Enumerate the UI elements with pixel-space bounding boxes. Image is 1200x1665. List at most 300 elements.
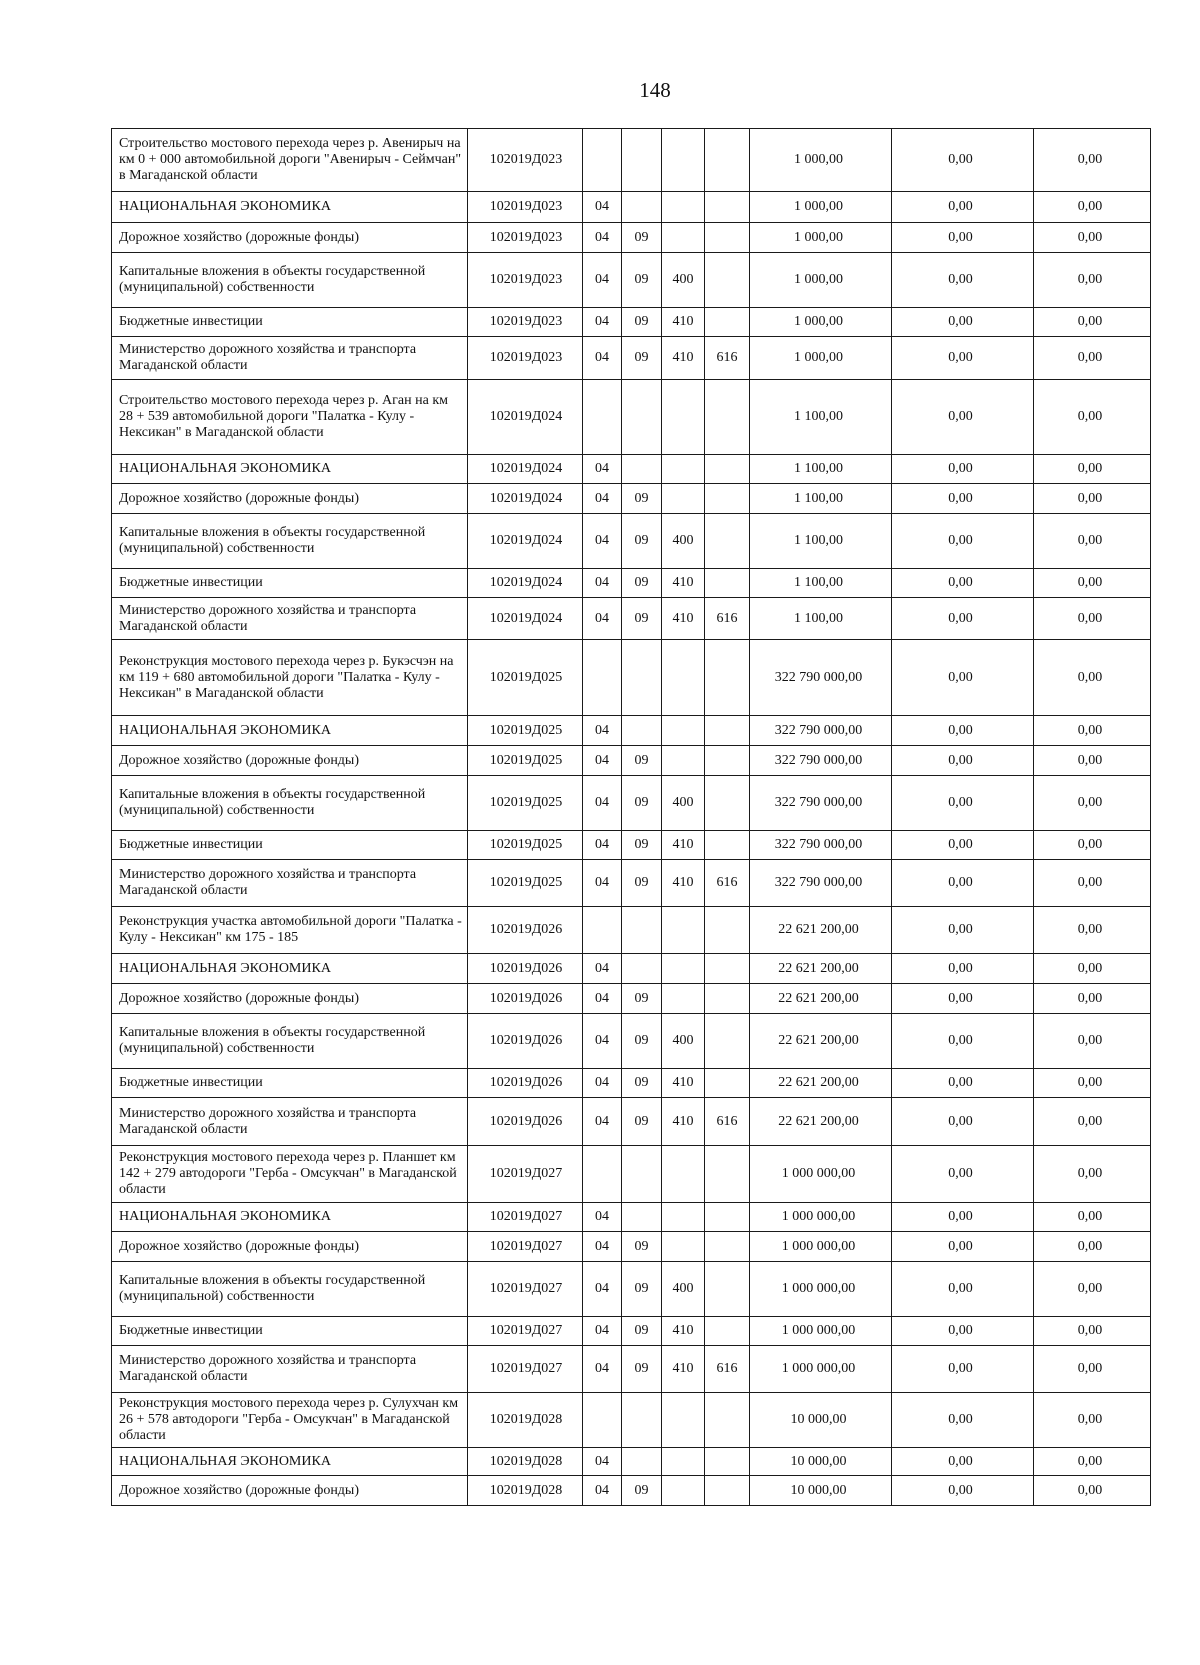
target-article-code-cell: 102019Д023	[468, 253, 583, 308]
sum-year3-cell: 0,00	[1034, 1014, 1151, 1069]
table-row	[112, 640, 1151, 716]
budget-table	[111, 128, 1151, 1506]
department-code-cell	[705, 716, 750, 746]
department-code-cell	[705, 253, 750, 308]
sum-year1-cell: 1 000,00	[750, 337, 892, 380]
subsection-code-cell	[622, 907, 662, 954]
sum-year3-cell: 0,00	[1034, 223, 1151, 253]
sum-year1-cell: 1 100,00	[750, 598, 892, 640]
section-code-cell: 04	[583, 598, 622, 640]
target-article-code-cell: 102019Д024	[468, 484, 583, 514]
section-code-cell: 04	[583, 746, 622, 776]
target-article-code-cell: 102019Д026	[468, 1098, 583, 1146]
subsection-code-cell: 09	[622, 984, 662, 1014]
subsection-code-cell: 09	[622, 337, 662, 380]
table-row	[112, 514, 1151, 569]
department-code-cell: 616	[705, 860, 750, 907]
subsection-code-cell: 09	[622, 1317, 662, 1346]
expense-type-code-cell: 410	[662, 337, 705, 380]
row-name-cell: Министерство дорожного хозяйства и транспорта Магаданской области	[112, 337, 468, 380]
section-code-cell	[583, 907, 622, 954]
expense-type-code-cell	[662, 984, 705, 1014]
expense-type-code-cell	[662, 746, 705, 776]
table-row	[112, 1448, 1151, 1476]
target-article-code-cell: 102019Д025	[468, 831, 583, 860]
sum-year3-cell: 0,00	[1034, 640, 1151, 716]
subsection-code-cell	[622, 380, 662, 455]
subsection-code-cell	[622, 1448, 662, 1476]
table-row	[112, 1476, 1151, 1506]
department-code-cell	[705, 1014, 750, 1069]
row-name-cell: Капитальные вложения в объекты государственной (муниципальной) собственности	[112, 514, 468, 569]
section-code-cell: 04	[583, 860, 622, 907]
section-code-cell	[583, 640, 622, 716]
row-name-cell: Реконструкция мостового перехода через р. Планшет км 142 + 279 автодороги "Герба - Омсукчан" в Магаданской области	[112, 1146, 468, 1203]
department-code-cell	[705, 129, 750, 192]
sum-year3-cell: 0,00	[1034, 716, 1151, 746]
section-code-cell	[583, 1146, 622, 1203]
expense-type-code-cell	[662, 484, 705, 514]
sum-year1-cell: 1 000 000,00	[750, 1232, 892, 1262]
subsection-code-cell: 09	[622, 569, 662, 598]
sum-year2-cell: 0,00	[892, 192, 1034, 223]
department-code-cell	[705, 484, 750, 514]
sum-year2-cell: 0,00	[892, 514, 1034, 569]
expense-type-code-cell	[662, 380, 705, 455]
expense-type-code-cell	[662, 1146, 705, 1203]
sum-year2-cell: 0,00	[892, 746, 1034, 776]
sum-year3-cell: 0,00	[1034, 337, 1151, 380]
subsection-code-cell: 09	[622, 746, 662, 776]
sum-year2-cell: 0,00	[892, 860, 1034, 907]
expense-type-code-cell	[662, 1203, 705, 1232]
target-article-code-cell: 102019Д028	[468, 1393, 583, 1448]
expense-type-code-cell: 410	[662, 831, 705, 860]
expense-type-code-cell: 400	[662, 776, 705, 831]
row-name-cell: Дорожное хозяйство (дорожные фонды)	[112, 746, 468, 776]
row-name-cell: Реконструкция участка автомобильной дороги "Палатка - Кулу - Нексикан" км 175 - 185	[112, 907, 468, 954]
section-code-cell: 04	[583, 1448, 622, 1476]
target-article-code-cell: 102019Д027	[468, 1203, 583, 1232]
department-code-cell	[705, 954, 750, 984]
sum-year2-cell: 0,00	[892, 1232, 1034, 1262]
table-row	[112, 1346, 1151, 1393]
section-code-cell: 04	[583, 337, 622, 380]
sum-year2-cell: 0,00	[892, 1476, 1034, 1506]
department-code-cell	[705, 776, 750, 831]
sum-year2-cell: 0,00	[892, 907, 1034, 954]
sum-year1-cell: 1 000,00	[750, 308, 892, 337]
expense-type-code-cell	[662, 907, 705, 954]
subsection-code-cell	[622, 129, 662, 192]
row-name-cell: Капитальные вложения в объекты государственной (муниципальной) собственности	[112, 1014, 468, 1069]
table-row	[112, 1014, 1151, 1069]
sum-year3-cell: 0,00	[1034, 1098, 1151, 1146]
table-row	[112, 1146, 1151, 1203]
sum-year3-cell: 0,00	[1034, 1232, 1151, 1262]
subsection-code-cell	[622, 954, 662, 984]
sum-year2-cell: 0,00	[892, 455, 1034, 484]
expense-type-code-cell	[662, 640, 705, 716]
section-code-cell: 04	[583, 484, 622, 514]
target-article-code-cell: 102019Д023	[468, 223, 583, 253]
subsection-code-cell: 09	[622, 1069, 662, 1098]
section-code-cell: 04	[583, 716, 622, 746]
target-article-code-cell: 102019Д028	[468, 1476, 583, 1506]
table-row	[112, 129, 1151, 192]
sum-year3-cell: 0,00	[1034, 954, 1151, 984]
expense-type-code-cell: 410	[662, 569, 705, 598]
target-article-code-cell: 102019Д027	[468, 1262, 583, 1317]
sum-year3-cell: 0,00	[1034, 1262, 1151, 1317]
sum-year3-cell: 0,00	[1034, 984, 1151, 1014]
expense-type-code-cell	[662, 1476, 705, 1506]
row-name-cell: НАЦИОНАЛЬНАЯ ЭКОНОМИКА	[112, 954, 468, 984]
section-code-cell: 04	[583, 192, 622, 223]
subsection-code-cell: 09	[622, 776, 662, 831]
section-code-cell: 04	[583, 1014, 622, 1069]
expense-type-code-cell	[662, 1232, 705, 1262]
sum-year1-cell: 22 621 200,00	[750, 954, 892, 984]
sum-year2-cell: 0,00	[892, 1448, 1034, 1476]
sum-year2-cell: 0,00	[892, 484, 1034, 514]
sum-year3-cell: 0,00	[1034, 455, 1151, 484]
table-row	[112, 1317, 1151, 1346]
sum-year1-cell: 322 790 000,00	[750, 831, 892, 860]
sum-year2-cell: 0,00	[892, 831, 1034, 860]
section-code-cell: 04	[583, 1346, 622, 1393]
table-row	[112, 831, 1151, 860]
section-code-cell	[583, 380, 622, 455]
expense-type-code-cell	[662, 455, 705, 484]
sum-year2-cell: 0,00	[892, 1069, 1034, 1098]
row-name-cell: Министерство дорожного хозяйства и транспорта Магаданской области	[112, 1346, 468, 1393]
section-code-cell: 04	[583, 514, 622, 569]
section-code-cell: 04	[583, 223, 622, 253]
sum-year2-cell: 0,00	[892, 716, 1034, 746]
target-article-code-cell: 102019Д023	[468, 192, 583, 223]
sum-year1-cell: 1 000 000,00	[750, 1203, 892, 1232]
sum-year2-cell: 0,00	[892, 129, 1034, 192]
sum-year2-cell: 0,00	[892, 954, 1034, 984]
subsection-code-cell: 09	[622, 1014, 662, 1069]
section-code-cell: 04	[583, 1232, 622, 1262]
subsection-code-cell: 09	[622, 514, 662, 569]
table-row	[112, 1393, 1151, 1448]
expense-type-code-cell	[662, 192, 705, 223]
row-name-cell: НАЦИОНАЛЬНАЯ ЭКОНОМИКА	[112, 716, 468, 746]
subsection-code-cell: 09	[622, 598, 662, 640]
row-name-cell: Дорожное хозяйство (дорожные фонды)	[112, 223, 468, 253]
sum-year1-cell: 1 100,00	[750, 484, 892, 514]
sum-year1-cell: 1 000,00	[750, 192, 892, 223]
sum-year1-cell: 322 790 000,00	[750, 746, 892, 776]
table-row	[112, 860, 1151, 907]
table-row	[112, 1262, 1151, 1317]
subsection-code-cell	[622, 640, 662, 716]
subsection-code-cell: 09	[622, 1262, 662, 1317]
section-code-cell: 04	[583, 776, 622, 831]
target-article-code-cell: 102019Д024	[468, 514, 583, 569]
section-code-cell: 04	[583, 1098, 622, 1146]
subsection-code-cell: 09	[622, 831, 662, 860]
sum-year3-cell: 0,00	[1034, 308, 1151, 337]
department-code-cell	[705, 1262, 750, 1317]
table-row	[112, 716, 1151, 746]
table-body	[112, 129, 1151, 1506]
department-code-cell	[705, 1203, 750, 1232]
sum-year3-cell: 0,00	[1034, 598, 1151, 640]
department-code-cell	[705, 192, 750, 223]
target-article-code-cell: 102019Д027	[468, 1346, 583, 1393]
department-code-cell	[705, 308, 750, 337]
target-article-code-cell: 102019Д027	[468, 1317, 583, 1346]
section-code-cell: 04	[583, 1203, 622, 1232]
section-code-cell: 04	[583, 831, 622, 860]
table-row	[112, 954, 1151, 984]
department-code-cell	[705, 640, 750, 716]
department-code-cell	[705, 514, 750, 569]
target-article-code-cell: 102019Д027	[468, 1232, 583, 1262]
expense-type-code-cell: 410	[662, 1069, 705, 1098]
section-code-cell: 04	[583, 1476, 622, 1506]
sum-year3-cell: 0,00	[1034, 907, 1151, 954]
sum-year2-cell: 0,00	[892, 1146, 1034, 1203]
table-row	[112, 776, 1151, 831]
table-row	[112, 308, 1151, 337]
section-code-cell: 04	[583, 455, 622, 484]
sum-year1-cell: 322 790 000,00	[750, 776, 892, 831]
department-code-cell	[705, 569, 750, 598]
subsection-code-cell: 09	[622, 223, 662, 253]
target-article-code-cell: 102019Д025	[468, 640, 583, 716]
target-article-code-cell: 102019Д025	[468, 716, 583, 746]
target-article-code-cell: 102019Д025	[468, 776, 583, 831]
target-article-code-cell: 102019Д026	[468, 954, 583, 984]
sum-year3-cell: 0,00	[1034, 1146, 1151, 1203]
department-code-cell	[705, 223, 750, 253]
section-code-cell: 04	[583, 253, 622, 308]
table-row	[112, 1232, 1151, 1262]
table-row	[112, 598, 1151, 640]
subsection-code-cell	[622, 192, 662, 223]
expense-type-code-cell: 410	[662, 598, 705, 640]
target-article-code-cell: 102019Д024	[468, 455, 583, 484]
sum-year2-cell: 0,00	[892, 1393, 1034, 1448]
expense-type-code-cell: 400	[662, 1262, 705, 1317]
row-name-cell: Капитальные вложения в объекты государственной (муниципальной) собственности	[112, 253, 468, 308]
row-name-cell: Дорожное хозяйство (дорожные фонды)	[112, 984, 468, 1014]
row-name-cell: Бюджетные инвестиции	[112, 1069, 468, 1098]
subsection-code-cell: 09	[622, 308, 662, 337]
sum-year1-cell: 1 000,00	[750, 129, 892, 192]
sum-year2-cell: 0,00	[892, 308, 1034, 337]
sum-year1-cell: 22 621 200,00	[750, 1069, 892, 1098]
subsection-code-cell	[622, 1146, 662, 1203]
target-article-code-cell: 102019Д028	[468, 1448, 583, 1476]
sum-year2-cell: 0,00	[892, 1014, 1034, 1069]
row-name-cell: Бюджетные инвестиции	[112, 308, 468, 337]
table-row	[112, 380, 1151, 455]
target-article-code-cell: 102019Д027	[468, 1146, 583, 1203]
sum-year2-cell: 0,00	[892, 1346, 1034, 1393]
sum-year1-cell: 22 621 200,00	[750, 907, 892, 954]
row-name-cell: Дорожное хозяйство (дорожные фонды)	[112, 1232, 468, 1262]
table-row	[112, 223, 1151, 253]
row-name-cell: Реконструкция мостового перехода через р. Сулухчан км 26 + 578 автодороги "Герба - Омсукчан" в Магаданской области	[112, 1393, 468, 1448]
sum-year3-cell: 0,00	[1034, 776, 1151, 831]
subsection-code-cell	[622, 716, 662, 746]
sum-year1-cell: 10 000,00	[750, 1393, 892, 1448]
subsection-code-cell: 09	[622, 1476, 662, 1506]
expense-type-code-cell: 410	[662, 1346, 705, 1393]
sum-year3-cell: 0,00	[1034, 192, 1151, 223]
department-code-cell	[705, 455, 750, 484]
target-article-code-cell: 102019Д023	[468, 129, 583, 192]
sum-year2-cell: 0,00	[892, 337, 1034, 380]
row-name-cell: Строительство мостового перехода через р. Аган на км 28 + 539 автомобильной дороги "Палатка - Кулу - Нексикан" в Магаданской области	[112, 380, 468, 455]
row-name-cell: Бюджетные инвестиции	[112, 569, 468, 598]
sum-year1-cell: 322 790 000,00	[750, 860, 892, 907]
department-code-cell: 616	[705, 337, 750, 380]
section-code-cell: 04	[583, 984, 622, 1014]
target-article-code-cell: 102019Д024	[468, 598, 583, 640]
target-article-code-cell: 102019Д026	[468, 907, 583, 954]
department-code-cell	[705, 746, 750, 776]
sum-year2-cell: 0,00	[892, 223, 1034, 253]
expense-type-code-cell	[662, 1393, 705, 1448]
subsection-code-cell	[622, 1203, 662, 1232]
subsection-code-cell: 09	[622, 1232, 662, 1262]
sum-year3-cell: 0,00	[1034, 569, 1151, 598]
sum-year3-cell: 0,00	[1034, 1476, 1151, 1506]
section-code-cell: 04	[583, 308, 622, 337]
department-code-cell: 616	[705, 1098, 750, 1146]
department-code-cell	[705, 1476, 750, 1506]
row-name-cell: Строительство мостового перехода через р. Авенирыч на км 0 + 000 автомобильной дороги "Авенирыч - Сеймчан" в Магаданской области	[112, 129, 468, 192]
sum-year1-cell: 10 000,00	[750, 1448, 892, 1476]
sum-year1-cell: 1 000 000,00	[750, 1346, 892, 1393]
table-row	[112, 455, 1151, 484]
department-code-cell	[705, 1317, 750, 1346]
department-code-cell	[705, 1232, 750, 1262]
target-article-code-cell: 102019Д025	[468, 860, 583, 907]
sum-year2-cell: 0,00	[892, 598, 1034, 640]
sum-year3-cell: 0,00	[1034, 129, 1151, 192]
sum-year1-cell: 22 621 200,00	[750, 1098, 892, 1146]
row-name-cell: Дорожное хозяйство (дорожные фонды)	[112, 1476, 468, 1506]
target-article-code-cell: 102019Д026	[468, 984, 583, 1014]
row-name-cell: Дорожное хозяйство (дорожные фонды)	[112, 484, 468, 514]
row-name-cell: НАЦИОНАЛЬНАЯ ЭКОНОМИКА	[112, 192, 468, 223]
target-article-code-cell: 102019Д025	[468, 746, 583, 776]
department-code-cell: 616	[705, 598, 750, 640]
section-code-cell: 04	[583, 1262, 622, 1317]
page-number: 148	[639, 78, 671, 102]
sum-year3-cell: 0,00	[1034, 1069, 1151, 1098]
department-code-cell	[705, 907, 750, 954]
sum-year3-cell: 0,00	[1034, 1317, 1151, 1346]
target-article-code-cell: 102019Д026	[468, 1014, 583, 1069]
sum-year2-cell: 0,00	[892, 776, 1034, 831]
expense-type-code-cell: 400	[662, 1014, 705, 1069]
sum-year1-cell: 1 000 000,00	[750, 1317, 892, 1346]
subsection-code-cell	[622, 455, 662, 484]
sum-year2-cell: 0,00	[892, 1203, 1034, 1232]
sum-year3-cell: 0,00	[1034, 1346, 1151, 1393]
sum-year1-cell: 1 000 000,00	[750, 1146, 892, 1203]
sum-year1-cell: 1 000,00	[750, 253, 892, 308]
table-row	[112, 907, 1151, 954]
sum-year3-cell: 0,00	[1034, 484, 1151, 514]
sum-year3-cell: 0,00	[1034, 831, 1151, 860]
row-name-cell: НАЦИОНАЛЬНАЯ ЭКОНОМИКА	[112, 1203, 468, 1232]
section-code-cell	[583, 129, 622, 192]
department-code-cell	[705, 1069, 750, 1098]
department-code-cell	[705, 1393, 750, 1448]
sum-year1-cell: 1 000 000,00	[750, 1262, 892, 1317]
sum-year1-cell: 1 100,00	[750, 569, 892, 598]
sum-year1-cell: 22 621 200,00	[750, 1014, 892, 1069]
expense-type-code-cell	[662, 129, 705, 192]
sum-year3-cell: 0,00	[1034, 514, 1151, 569]
table-row	[112, 984, 1151, 1014]
row-name-cell: Капитальные вложения в объекты государственной (муниципальной) собственности	[112, 776, 468, 831]
sum-year2-cell: 0,00	[892, 984, 1034, 1014]
target-article-code-cell: 102019Д026	[468, 1069, 583, 1098]
subsection-code-cell: 09	[622, 253, 662, 308]
section-code-cell: 04	[583, 569, 622, 598]
sum-year2-cell: 0,00	[892, 1317, 1034, 1346]
sum-year2-cell: 0,00	[892, 380, 1034, 455]
section-code-cell	[583, 1393, 622, 1448]
table-row	[112, 1098, 1151, 1146]
sum-year1-cell: 322 790 000,00	[750, 640, 892, 716]
table-row	[112, 484, 1151, 514]
expense-type-code-cell	[662, 1448, 705, 1476]
subsection-code-cell: 09	[622, 484, 662, 514]
table-row	[112, 192, 1151, 223]
row-name-cell: Капитальные вложения в объекты государственной (муниципальной) собственности	[112, 1262, 468, 1317]
row-name-cell: Реконструкция мостового перехода через р. Букэсчэн на км 119 + 680 автомобильной дороги "Палатка - Кулу - Нексикан" в Магаданской области	[112, 640, 468, 716]
row-name-cell: Бюджетные инвестиции	[112, 1317, 468, 1346]
table-row	[112, 569, 1151, 598]
expense-type-code-cell	[662, 223, 705, 253]
sum-year3-cell: 0,00	[1034, 746, 1151, 776]
expense-type-code-cell: 400	[662, 514, 705, 569]
sum-year3-cell: 0,00	[1034, 253, 1151, 308]
sum-year1-cell: 1 100,00	[750, 380, 892, 455]
sum-year3-cell: 0,00	[1034, 1203, 1151, 1232]
sum-year2-cell: 0,00	[892, 569, 1034, 598]
expense-type-code-cell	[662, 954, 705, 984]
department-code-cell: 616	[705, 1346, 750, 1393]
sum-year1-cell: 22 621 200,00	[750, 984, 892, 1014]
section-code-cell: 04	[583, 1317, 622, 1346]
department-code-cell	[705, 380, 750, 455]
expense-type-code-cell: 410	[662, 308, 705, 337]
table-row	[112, 1069, 1151, 1098]
row-name-cell: Министерство дорожного хозяйства и транспорта Магаданской области	[112, 598, 468, 640]
subsection-code-cell: 09	[622, 1098, 662, 1146]
department-code-cell	[705, 1146, 750, 1203]
target-article-code-cell: 102019Д024	[468, 380, 583, 455]
target-article-code-cell: 102019Д024	[468, 569, 583, 598]
row-name-cell: НАЦИОНАЛЬНАЯ ЭКОНОМИКА	[112, 1448, 468, 1476]
row-name-cell: НАЦИОНАЛЬНАЯ ЭКОНОМИКА	[112, 455, 468, 484]
expense-type-code-cell: 400	[662, 253, 705, 308]
target-article-code-cell: 102019Д023	[468, 337, 583, 380]
